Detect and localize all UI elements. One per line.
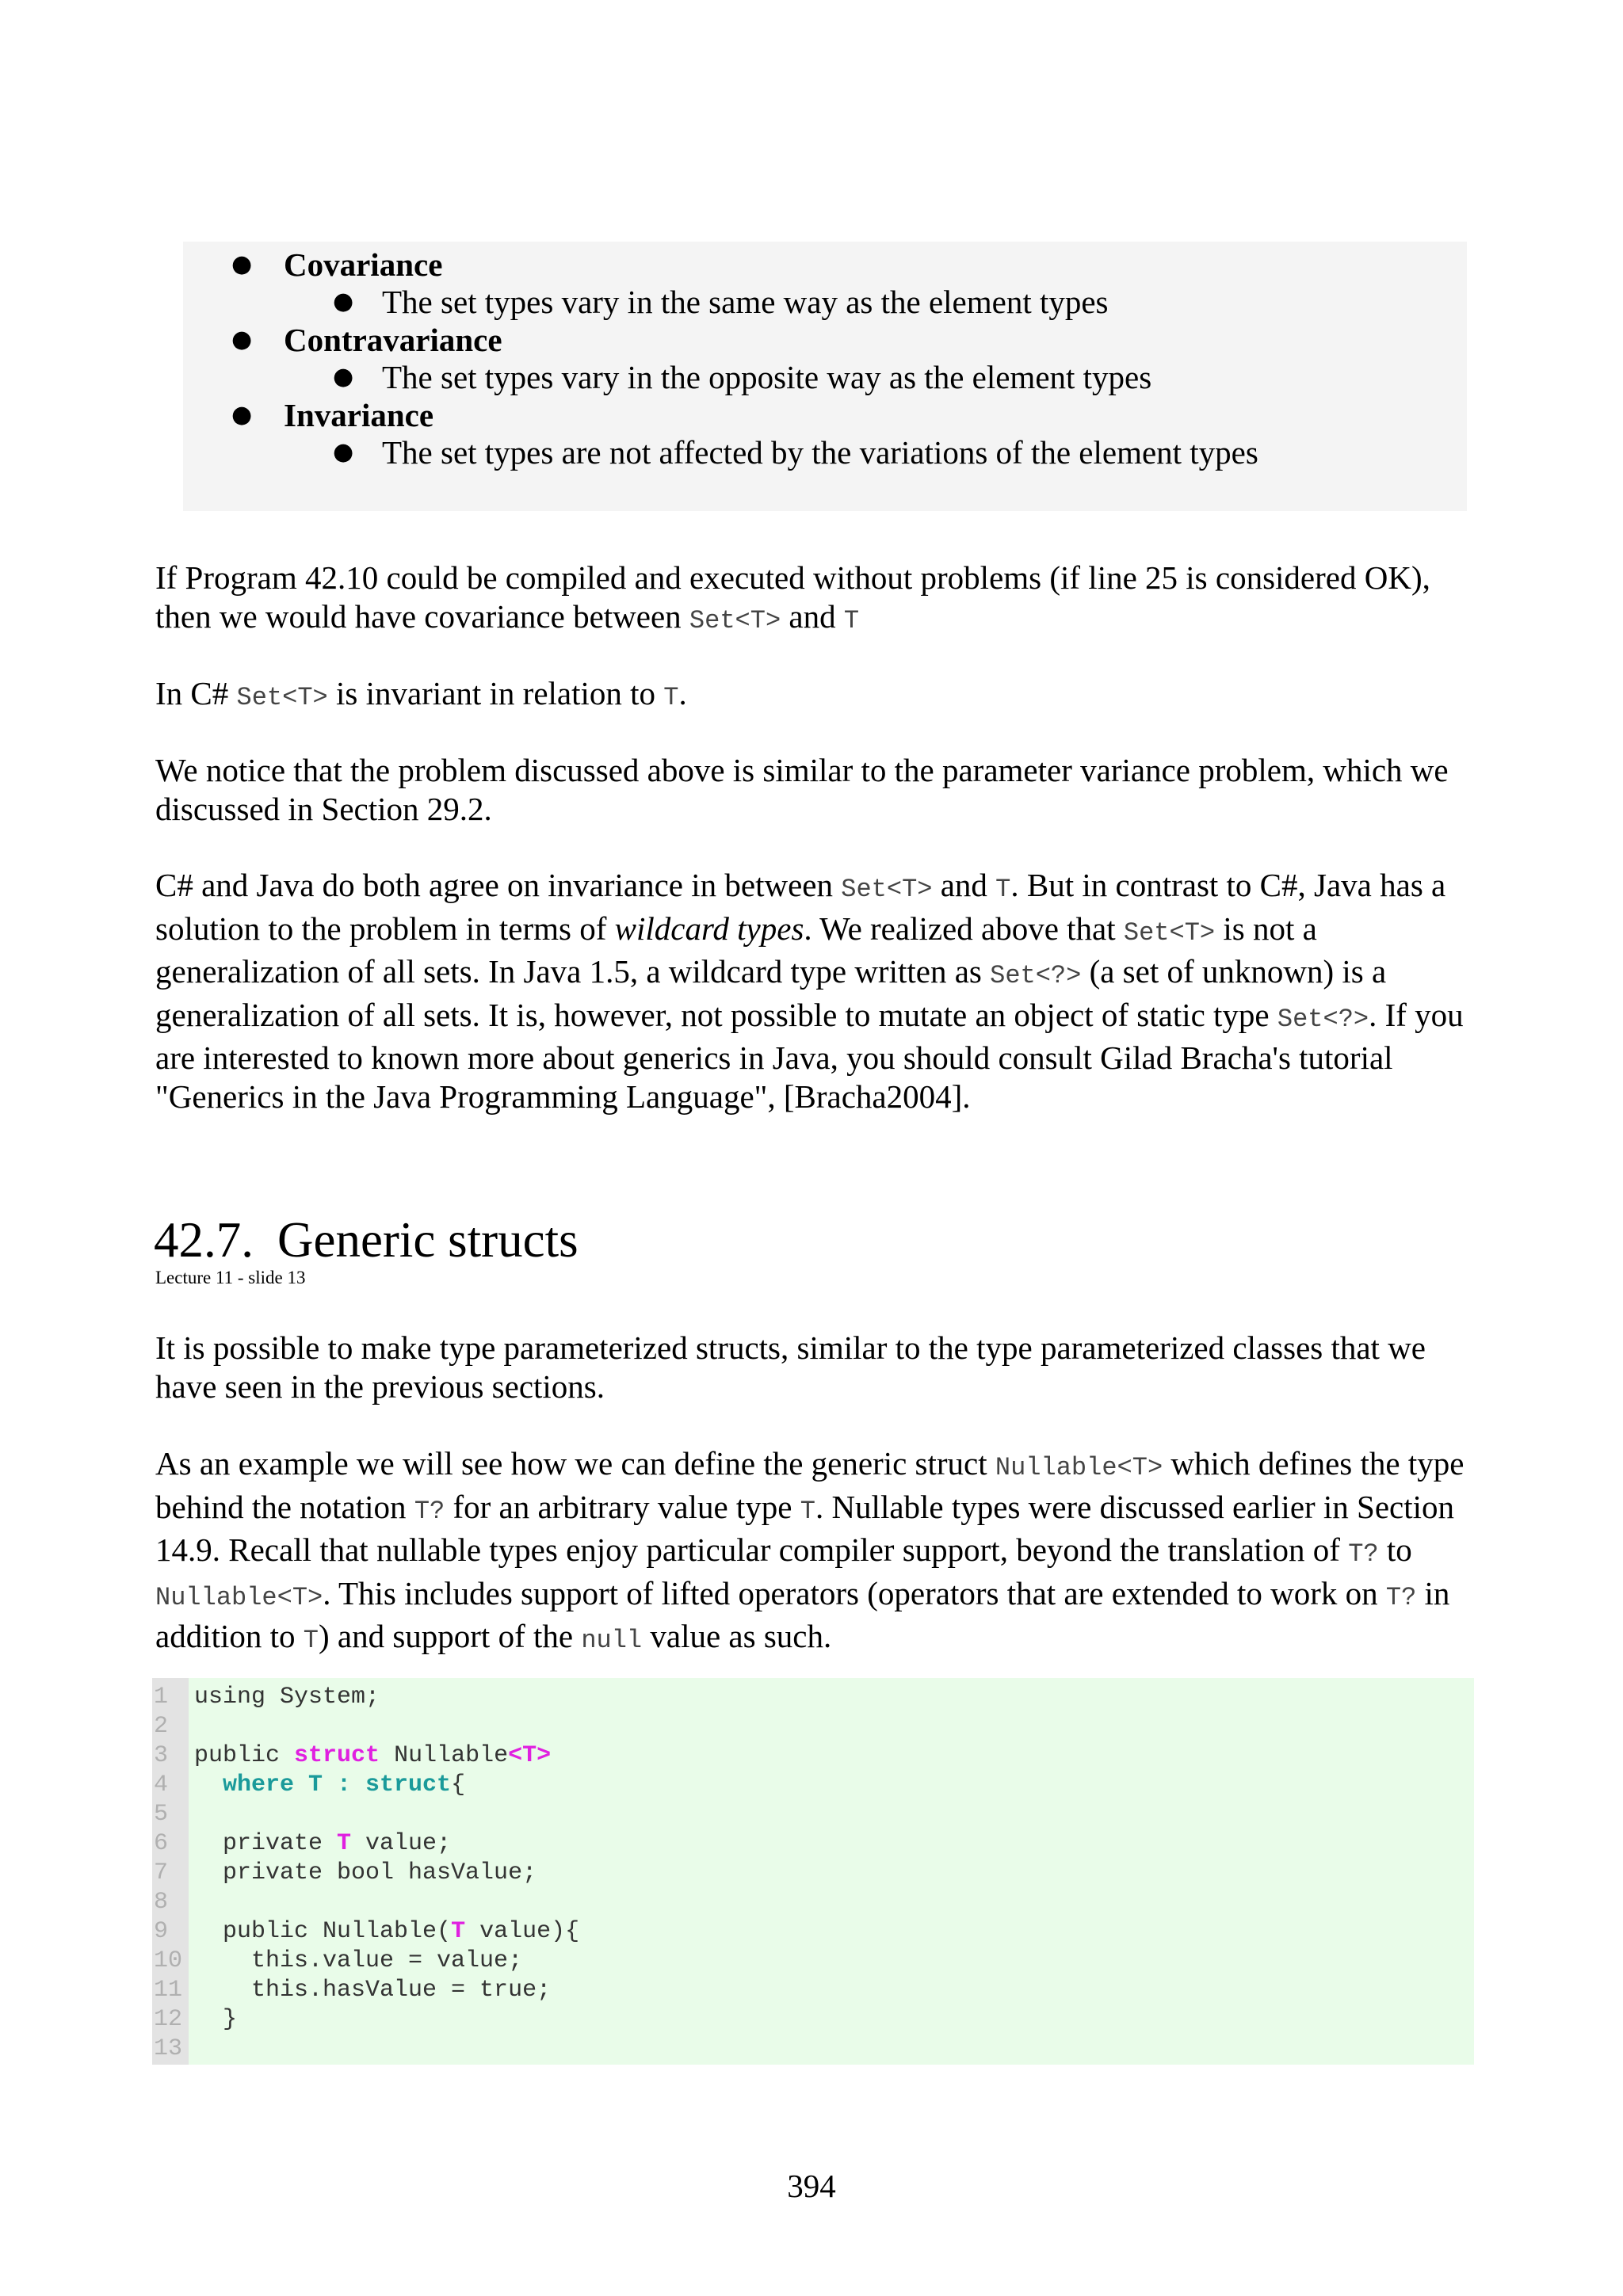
bullet-icon: ● [333,288,354,315]
code-text: public Nullable(T value){ [194,1918,580,1945]
bullet-invariance-desc [333,433,1258,471]
term-description: The set types are not affected by the variations of the element types [382,434,1258,471]
inline-code: Set<?> [1277,1004,1369,1034]
page-number: 394 [787,2168,836,2204]
keyword: struct [294,1742,380,1769]
inline-code: Set<T> [841,875,933,904]
line-number: 4 [154,1772,169,1798]
bullet-covariance [231,246,442,284]
paragraph-java-wildcards: C# and Java do both agree on invariance in between Set<T> and T. But in contrast to C#, Java has a solution to the problem in terms of wildcard types. We realized above that Set<T> is not a generalization of all sets. In Java 1.5, a wildcard type written as Set<?> (a set of unknown) is a generalization of all sets. It is, however, not possible to mutate an object of static type Set<?>. If you are interested to known more about generics in Java, you should consult Gilad Bracha's tutorial "Generics in the Java Programming Language", [Bracha2004]. [155,867,1464,1115]
slide-reference: Lecture 11 - slide 13 [155,1268,306,1287]
inline-code: T? [1385,1582,1417,1612]
term-label: Covariance [284,246,443,283]
inline-code: T? [1348,1539,1379,1569]
inline-code: T? [414,1496,445,1526]
paragraph-covariance: If Program 42.10 could be compiled and executed without problems (if line 25 is considered OK), then we would have covariance between Set<T> and T [155,559,1430,635]
bullet-covariance-desc [333,283,1109,321]
inline-code: Set<T> [236,683,328,712]
code-line [152,1683,1474,1712]
code-text: this.hasValue = true; [194,1977,552,2004]
emphasis: wildcard types [614,910,804,947]
code-text: using System; [194,1684,380,1711]
paragraph-invariant: In C# Set<T> is invariant in relation to T. [155,675,687,712]
code-text: this.value = value; [194,1947,523,1974]
line-number: 10 [154,1947,183,1974]
inline-code: T [663,683,679,712]
inline-code: Nullable<T> [155,1582,323,1612]
inline-code: null [581,1626,643,1655]
code-text: private T value; [194,1830,452,1857]
line-number: 5 [154,1801,169,1828]
paragraph-generic-structs: It is possible to make type parameterized structs, similar to the type parameterized classes that we have seen in the previous sections. [155,1329,1426,1405]
term-label: Invariance [284,397,434,433]
code-line [152,1888,1474,1917]
line-number: 7 [154,1859,169,1886]
code-text: public struct Nullable<T> [194,1742,552,1769]
paragraph-parameter-variance: We notice that the problem discussed above is similar to the parameter variance problem, which we discussed in Section 29.2. [155,752,1449,827]
inline-code: Set<T> [689,605,781,635]
inline-code: Set<?> [990,961,1082,990]
code-line [152,1741,1474,1771]
term-label: Contravariance [284,322,502,358]
bullet-icon: ● [231,250,253,278]
section-title: Generic structs [277,1212,579,1268]
bullet-contravariance-desc [333,358,1151,396]
term-description: The set types vary in the same way as the element types [382,284,1109,320]
code-line [152,1947,1474,1976]
line-number: 2 [154,1713,169,1740]
section-heading [154,1212,579,1268]
paragraph-nullable-example: As an example we will see how we can define the generic struct Nullable<T> which defines the type behind the notation T? for an arbitrary value type T. Nullable types were discussed earlier in Section 14.9. Recall that nullable types enjoy particular compiler support, beyond the translation of T? to Nullable<T>. This includes support of lifted operators (operators that are extended to work on T? in addition to T) and support of the null value as such. [155,1445,1465,1655]
line-number: 11 [154,1977,183,2004]
bullet-invariance [231,396,433,434]
code-text: } [194,2006,238,2033]
bullet-icon: ● [333,438,354,466]
type-parameter: T [451,1918,466,1945]
code-listing [152,1678,1474,2065]
line-number: 3 [154,1742,169,1769]
line-number: 12 [154,2006,183,2033]
inline-code: T [800,1496,815,1526]
inline-code: Nullable<T> [995,1453,1163,1482]
line-number: 6 [154,1830,169,1857]
line-number: 9 [154,1918,169,1945]
code-line [152,1976,1474,2005]
term-description: The set types vary in the opposite way as the element types [382,359,1152,395]
code-line [152,1712,1474,1741]
code-line [152,2035,1474,2064]
type-parameter: <T> [508,1742,552,1769]
bullet-contravariance [231,321,502,359]
code-line [152,2005,1474,2035]
code-line [152,1771,1474,1800]
bullet-icon: ● [231,326,253,353]
line-number: 1 [154,1684,169,1711]
constraint-clause: where T : struct [223,1772,452,1798]
inline-code: T [843,605,860,635]
code-line [152,1829,1474,1859]
type-parameter: T [337,1830,352,1857]
code-text: where T : struct{ [223,1772,466,1798]
code-line [152,1917,1474,1947]
section-number: 42.7. [154,1212,254,1268]
code-line [152,1859,1474,1888]
line-number: 13 [154,2035,183,2062]
inline-code: Set<T> [1123,917,1216,948]
code-line [152,1800,1474,1829]
code-text: private bool hasValue; [194,1859,537,1886]
line-number: 8 [154,1889,169,1916]
bullet-icon: ● [333,363,354,391]
inline-code: T [303,1626,319,1655]
bullet-icon: ● [231,401,253,429]
inline-code: T [995,875,1011,904]
